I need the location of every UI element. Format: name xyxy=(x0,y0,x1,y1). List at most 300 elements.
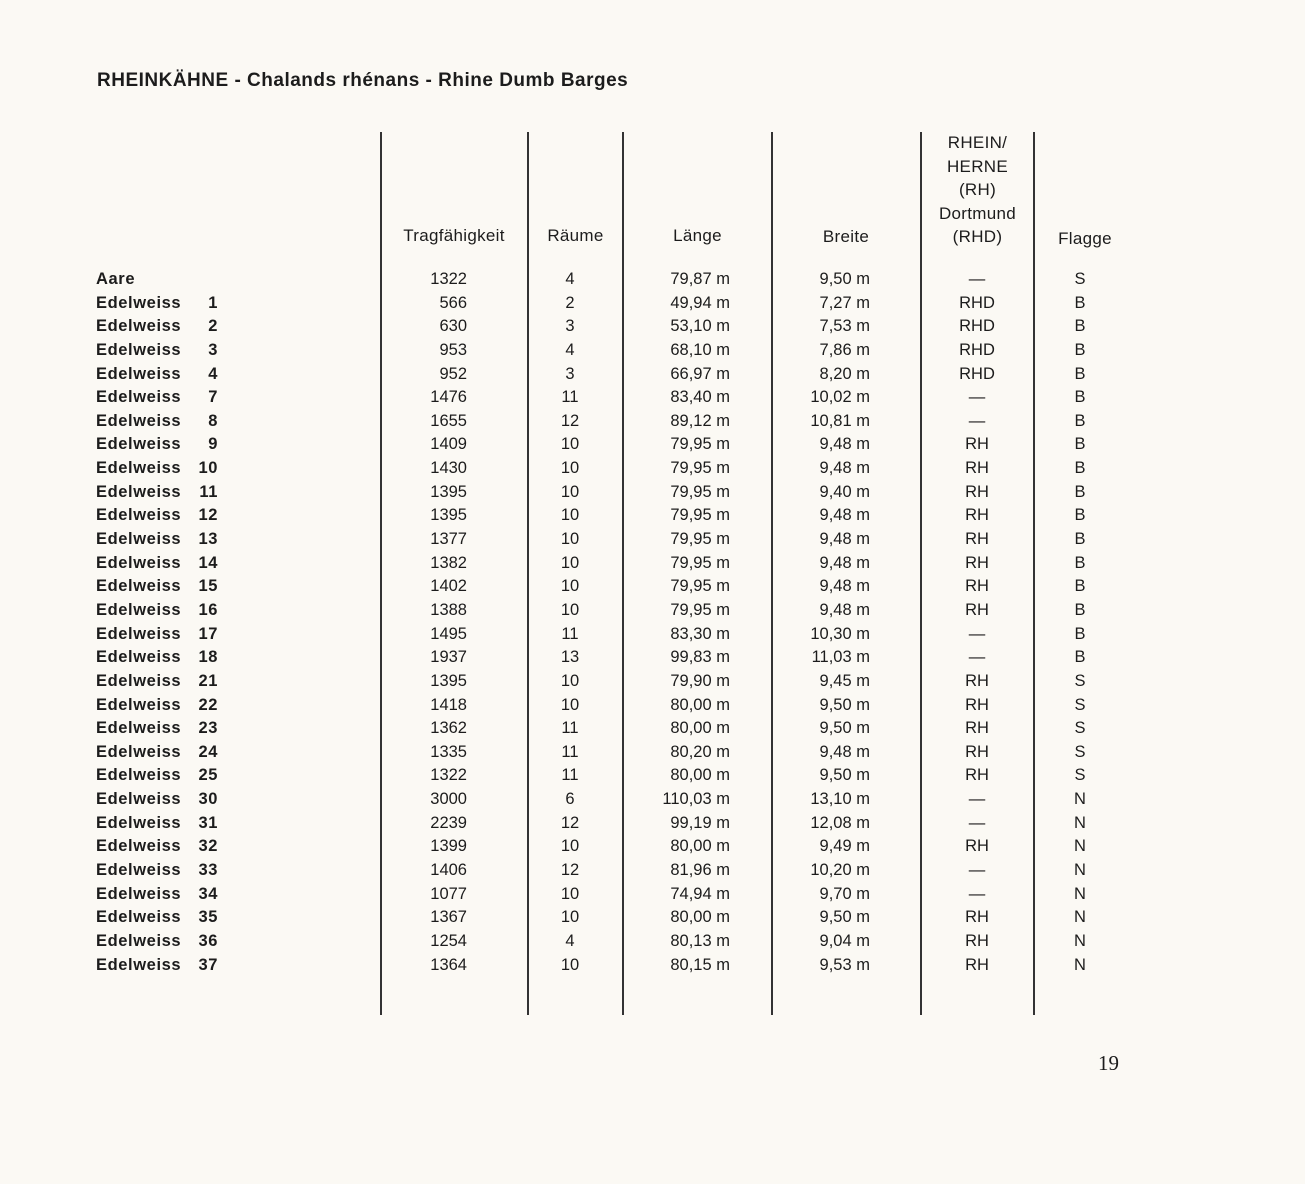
rhein-herne-cell: RH xyxy=(965,577,989,596)
barge-name-text: Edelweiss xyxy=(96,742,182,761)
barge-name xyxy=(96,764,218,788)
length-cell: 110,03 m xyxy=(662,790,730,809)
barge-number: 11 xyxy=(199,482,218,501)
header-width: Breite xyxy=(822,227,870,246)
barge-number: 17 xyxy=(198,624,218,643)
capacity-cell: 566 xyxy=(439,293,467,312)
length-cell: 80,00 m xyxy=(670,695,730,714)
length-cell: 81,96 m xyxy=(670,861,730,880)
length-cell: 53,10 m xyxy=(670,317,730,336)
width-cell: 9,48 m xyxy=(819,577,870,596)
rhein-herne-cell: RH xyxy=(965,955,989,974)
length-cell: 80,20 m xyxy=(670,742,730,761)
width-cell: 9,50 m xyxy=(819,766,870,785)
barge-name xyxy=(96,410,218,434)
page-title: RHEINKÄHNE - Chalands rhénans - Rhine Dumb Barges xyxy=(97,70,629,91)
flag-cell: B xyxy=(1074,600,1086,619)
rhein-herne-cell: — xyxy=(968,270,986,288)
flag-cell: B xyxy=(1074,530,1086,549)
barge-number: 15 xyxy=(198,577,218,596)
barge-number: 36 xyxy=(198,931,218,950)
table-row xyxy=(0,930,1305,954)
rooms-cell: 10 xyxy=(560,506,580,525)
length-cell: 83,40 m xyxy=(670,388,730,407)
width-cell: 13,10 m xyxy=(810,790,870,809)
capacity-cell: 1395 xyxy=(430,482,467,501)
rhein-herne-cell: — xyxy=(968,624,986,643)
rhein-herne-cell: RH xyxy=(965,671,989,690)
rhein-herne-cell: — xyxy=(968,648,986,667)
width-cell: 9,48 m xyxy=(819,435,870,454)
capacity-cell: 2239 xyxy=(430,813,467,832)
rooms-cell: 12 xyxy=(560,411,580,430)
barge-name-text: Edelweiss xyxy=(96,884,182,903)
rooms-cell: 3 xyxy=(565,364,575,383)
barge-name xyxy=(96,883,218,907)
header-rhein xyxy=(922,131,1033,249)
table-row xyxy=(0,954,1305,978)
barge-name-text: Edelweiss xyxy=(96,317,182,336)
table-row xyxy=(0,575,1305,599)
capacity-cell: 1395 xyxy=(430,671,467,690)
barge-name xyxy=(96,623,218,647)
rhein-herne-cell: — xyxy=(968,884,986,903)
capacity-cell: 630 xyxy=(439,317,467,336)
rhein-herne-cell: RH xyxy=(965,553,989,572)
width-cell: 9,50 m xyxy=(819,695,870,714)
barge-name xyxy=(96,504,218,528)
header-rhein-line: HERNE xyxy=(946,156,1008,176)
rhein-herne-cell: RH xyxy=(965,742,989,761)
rooms-cell: 3 xyxy=(565,317,575,336)
width-cell: 10,20 m xyxy=(810,861,870,880)
table-row xyxy=(0,741,1305,765)
table-row xyxy=(0,599,1305,623)
flag-cell: B xyxy=(1074,293,1086,312)
barge-name xyxy=(96,457,218,481)
width-cell: 9,48 m xyxy=(819,530,870,549)
barge-name xyxy=(96,670,218,694)
length-cell: 89,12 m xyxy=(670,411,730,430)
table-row xyxy=(0,481,1305,505)
capacity-cell: 3000 xyxy=(430,790,467,809)
rooms-cell: 10 xyxy=(560,908,580,927)
header-rhein-line: (RH) xyxy=(958,180,997,199)
capacity-cell: 1495 xyxy=(430,624,467,643)
rooms-cell: 12 xyxy=(560,861,580,880)
rooms-cell: 10 xyxy=(560,553,580,572)
width-cell: 10,30 m xyxy=(810,624,870,643)
rooms-cell: 10 xyxy=(560,955,580,974)
barge-name-text: Edelweiss xyxy=(96,790,182,809)
barge-number: 34 xyxy=(198,884,218,903)
table-row xyxy=(0,457,1305,481)
flag-cell: B xyxy=(1074,435,1086,454)
width-cell: 9,50 m xyxy=(819,270,870,288)
barge-number: 30 xyxy=(198,790,218,809)
barge-name-text: Edelweiss xyxy=(96,600,182,619)
barge-number: 4 xyxy=(208,364,218,383)
barge-number: 14 xyxy=(198,553,218,572)
rhein-herne-cell: RH xyxy=(965,600,989,619)
barge-name-text: Edelweiss xyxy=(96,955,182,974)
rhein-herne-cell: RHD xyxy=(959,317,995,336)
rooms-cell: 10 xyxy=(560,577,580,596)
rhein-herne-cell: RHD xyxy=(959,340,995,359)
rooms-cell: 10 xyxy=(560,695,580,714)
barge-number: 7 xyxy=(208,388,218,407)
barge-name-text: Edelweiss xyxy=(96,530,182,549)
barge-name xyxy=(96,315,218,339)
length-cell: 80,00 m xyxy=(670,908,730,927)
barge-name-text: Edelweiss xyxy=(96,861,182,880)
width-cell: 9,48 m xyxy=(819,506,870,525)
rooms-cell: 10 xyxy=(560,435,580,454)
barge-name-text: Edelweiss xyxy=(96,908,182,927)
table-row xyxy=(0,764,1305,788)
barge-table xyxy=(0,268,1305,977)
rooms-cell: 10 xyxy=(560,600,580,619)
table-row xyxy=(0,788,1305,812)
barge-name-text: Edelweiss xyxy=(96,766,182,785)
barge-number: 3 xyxy=(208,340,218,359)
capacity-cell: 1382 xyxy=(430,553,467,572)
barge-number: 25 xyxy=(198,766,218,785)
header-flag: Flagge xyxy=(1058,229,1112,248)
rhein-herne-cell: RH xyxy=(965,766,989,785)
table-row xyxy=(0,386,1305,410)
barge-name xyxy=(96,575,218,599)
length-cell: 80,00 m xyxy=(670,719,730,738)
flag-cell: B xyxy=(1074,317,1086,336)
header-rooms: Räume xyxy=(547,226,604,245)
barge-name-text: Edelweiss xyxy=(96,293,182,312)
barge-name xyxy=(96,954,218,978)
length-cell: 79,90 m xyxy=(670,671,730,690)
flag-cell: N xyxy=(1074,955,1086,974)
rooms-cell: 10 xyxy=(560,530,580,549)
width-cell: 9,50 m xyxy=(819,908,870,927)
length-cell: 80,13 m xyxy=(670,931,730,950)
length-cell: 99,83 m xyxy=(670,648,730,667)
length-cell: 79,95 m xyxy=(670,600,730,619)
rooms-cell: 4 xyxy=(565,340,575,359)
table-row xyxy=(0,410,1305,434)
length-cell: 66,97 m xyxy=(670,364,730,383)
flag-cell: N xyxy=(1074,861,1086,880)
table-row xyxy=(0,694,1305,718)
width-cell: 7,86 m xyxy=(819,340,870,359)
table-row xyxy=(0,339,1305,363)
barge-name xyxy=(96,741,218,765)
capacity-cell: 1364 xyxy=(430,955,467,974)
rhein-herne-cell: RH xyxy=(965,908,989,927)
barge-name xyxy=(96,812,218,836)
length-cell: 80,15 m xyxy=(670,955,730,974)
barge-name xyxy=(96,292,218,316)
barge-name xyxy=(96,859,218,883)
capacity-cell: 1335 xyxy=(430,742,467,761)
barge-number: 12 xyxy=(198,506,218,525)
barge-name xyxy=(96,339,218,363)
rhein-herne-cell: RHD xyxy=(959,364,995,383)
barge-name xyxy=(96,694,218,718)
barge-name-text: Edelweiss xyxy=(96,813,182,832)
barge-name xyxy=(96,363,218,387)
rooms-cell: 6 xyxy=(565,790,575,809)
rooms-cell: 12 xyxy=(560,813,580,832)
barge-name xyxy=(96,788,218,812)
barge-name xyxy=(96,268,218,292)
width-cell: 9,49 m xyxy=(819,837,870,856)
width-cell: 7,27 m xyxy=(819,293,870,312)
rooms-cell: 11 xyxy=(561,742,579,761)
barge-name xyxy=(96,552,218,576)
header-rhein-line: Dortmund xyxy=(938,203,1017,223)
flag-cell: B xyxy=(1074,459,1086,478)
table-row xyxy=(0,315,1305,339)
rooms-cell: 11 xyxy=(561,388,579,407)
barge-number: 33 xyxy=(198,861,218,880)
barge-number: 35 xyxy=(198,908,218,927)
rooms-cell: 10 xyxy=(560,459,580,478)
length-cell: 79,87 m xyxy=(670,270,730,288)
rooms-cell: 2 xyxy=(565,293,575,312)
width-cell: 9,50 m xyxy=(819,719,870,738)
flag-cell: S xyxy=(1074,671,1086,690)
table-row xyxy=(0,812,1305,836)
barge-name-text: Edelweiss xyxy=(96,459,182,478)
barge-number: 16 xyxy=(198,600,218,619)
length-cell: 99,19 m xyxy=(670,813,730,832)
barge-name-text: Edelweiss xyxy=(96,671,182,690)
length-cell: 80,00 m xyxy=(670,766,730,785)
width-cell: 9,40 m xyxy=(819,482,870,501)
barge-number: 10 xyxy=(198,459,218,478)
barge-number: 1 xyxy=(208,293,218,312)
barge-name xyxy=(96,386,218,410)
barge-name xyxy=(96,528,218,552)
rooms-cell: 11 xyxy=(561,766,579,785)
capacity-cell: 1399 xyxy=(430,837,467,856)
capacity-cell: 1367 xyxy=(430,908,467,927)
barge-name-text: Edelweiss xyxy=(96,931,182,950)
table-row xyxy=(0,504,1305,528)
barge-name-text: Edelweiss xyxy=(96,435,182,454)
capacity-cell: 1377 xyxy=(430,530,467,549)
width-cell: 7,53 m xyxy=(819,317,870,336)
length-cell: 79,95 m xyxy=(670,435,730,454)
width-cell: 10,02 m xyxy=(810,388,870,407)
table-row xyxy=(0,835,1305,859)
table-row xyxy=(0,623,1305,647)
barge-number: 37 xyxy=(198,955,218,974)
rhein-herne-cell: RHD xyxy=(959,293,995,312)
rhein-herne-cell: RH xyxy=(965,931,989,950)
length-cell: 79,95 m xyxy=(670,506,730,525)
flag-cell: B xyxy=(1074,624,1086,643)
barge-name-text: Edelweiss xyxy=(96,388,182,407)
width-cell: 8,20 m xyxy=(819,364,870,383)
capacity-cell: 1388 xyxy=(430,600,467,619)
barge-name-text: Edelweiss xyxy=(96,624,182,643)
barge-name xyxy=(96,433,218,457)
barge-name-text: Edelweiss xyxy=(96,837,182,856)
barge-name xyxy=(96,599,218,623)
barge-number: 21 xyxy=(198,671,218,690)
length-cell: 83,30 m xyxy=(670,624,730,643)
capacity-cell: 1476 xyxy=(430,388,467,407)
barge-name-text: Edelweiss xyxy=(96,411,182,430)
rhein-herne-cell: RH xyxy=(965,695,989,714)
table-row xyxy=(0,363,1305,387)
barge-name-text: Edelweiss xyxy=(96,364,182,383)
table-row xyxy=(0,268,1305,292)
width-cell: 9,45 m xyxy=(819,671,870,690)
rooms-cell: 10 xyxy=(560,884,580,903)
table-row xyxy=(0,883,1305,907)
width-cell: 9,48 m xyxy=(819,600,870,619)
flag-cell: B xyxy=(1074,340,1086,359)
capacity-cell: 1430 xyxy=(430,459,467,478)
flag-cell: N xyxy=(1074,790,1086,809)
flag-cell: S xyxy=(1074,766,1086,785)
flag-cell: B xyxy=(1074,577,1086,596)
flag-cell: N xyxy=(1074,931,1086,950)
flag-cell: B xyxy=(1074,506,1086,525)
rooms-cell: 10 xyxy=(560,837,580,856)
rhein-herne-cell: RH xyxy=(965,459,989,478)
table-row xyxy=(0,717,1305,741)
length-cell: 68,10 m xyxy=(670,340,730,359)
barge-name xyxy=(96,717,218,741)
width-cell: 9,48 m xyxy=(819,459,870,478)
table-row xyxy=(0,433,1305,457)
page-number: 19 xyxy=(1098,1051,1119,1075)
barge-name-text: Edelweiss xyxy=(96,648,182,667)
rooms-cell: 4 xyxy=(565,931,575,950)
capacity-cell: 953 xyxy=(439,340,467,359)
rhein-herne-cell: — xyxy=(968,813,986,832)
barge-number: 24 xyxy=(198,742,218,761)
rhein-herne-cell: RH xyxy=(965,530,989,549)
barge-number: 8 xyxy=(208,411,218,430)
flag-cell: N xyxy=(1074,813,1086,832)
barge-name-text: Edelweiss xyxy=(96,506,182,525)
flag-cell: B xyxy=(1074,388,1086,407)
barge-name-text: Edelweiss xyxy=(96,553,182,572)
barge-name-text: Edelweiss xyxy=(96,719,182,738)
barge-name-text: Aare xyxy=(96,270,136,288)
width-cell: 12,08 m xyxy=(810,813,870,832)
rooms-cell: 11 xyxy=(561,719,579,738)
capacity-cell: 1655 xyxy=(430,411,467,430)
barge-number: 9 xyxy=(208,435,218,454)
table-row xyxy=(0,859,1305,883)
rhein-herne-cell: RH xyxy=(965,506,989,525)
capacity-cell: 1077 xyxy=(430,884,467,903)
rhein-herne-cell: RH xyxy=(965,482,989,501)
length-cell: 79,95 m xyxy=(670,482,730,501)
table-row xyxy=(0,552,1305,576)
capacity-cell: 1322 xyxy=(430,766,467,785)
barge-number: 2 xyxy=(208,317,218,336)
table-row xyxy=(0,670,1305,694)
capacity-cell: 1362 xyxy=(430,719,467,738)
barge-number: 22 xyxy=(198,695,218,714)
capacity-cell: 1395 xyxy=(430,506,467,525)
rooms-cell: 13 xyxy=(560,648,580,667)
rhein-herne-cell: RH xyxy=(965,719,989,738)
rooms-cell: 10 xyxy=(560,482,580,501)
length-cell: 79,95 m xyxy=(670,553,730,572)
rhein-herne-cell: RH xyxy=(965,435,989,454)
barge-name xyxy=(96,930,218,954)
flag-cell: N xyxy=(1074,837,1086,856)
flag-cell: N xyxy=(1074,884,1086,903)
capacity-cell: 1406 xyxy=(430,861,467,880)
width-cell: 10,81 m xyxy=(810,411,870,430)
length-cell: 49,94 m xyxy=(670,293,730,312)
header-length: Länge xyxy=(673,226,722,245)
flag-cell: B xyxy=(1074,482,1086,501)
flag-cell: S xyxy=(1074,695,1086,714)
barge-name-text: Edelweiss xyxy=(96,340,182,359)
flag-cell: B xyxy=(1074,553,1086,572)
table-row xyxy=(0,646,1305,670)
width-cell: 9,48 m xyxy=(819,742,870,761)
barge-name-text: Edelweiss xyxy=(96,695,182,714)
flag-cell: B xyxy=(1074,364,1086,383)
barge-number: 32 xyxy=(198,837,218,856)
rhein-herne-cell: — xyxy=(968,411,986,430)
rooms-cell: 11 xyxy=(561,624,579,643)
length-cell: 80,00 m xyxy=(670,837,730,856)
barge-name xyxy=(96,835,218,859)
rhein-herne-cell: — xyxy=(968,861,986,880)
capacity-cell: 1418 xyxy=(430,695,467,714)
barge-name-text: Edelweiss xyxy=(96,577,182,596)
width-cell: 9,70 m xyxy=(819,884,870,903)
capacity-cell: 1322 xyxy=(430,270,467,288)
barge-name xyxy=(96,906,218,930)
rhein-herne-cell: — xyxy=(968,790,986,809)
flag-cell: S xyxy=(1074,719,1086,738)
width-cell: 11,03 m xyxy=(811,648,870,667)
flag-cell: S xyxy=(1074,742,1086,761)
width-cell: 9,04 m xyxy=(819,931,870,950)
barge-number: 13 xyxy=(198,530,218,549)
flag-cell: S xyxy=(1074,270,1086,288)
length-cell: 79,95 m xyxy=(670,530,730,549)
header-capacity: Tragfähigkeit xyxy=(403,226,505,245)
barge-name-text: Edelweiss xyxy=(96,482,182,501)
barge-name xyxy=(96,481,218,505)
table-row xyxy=(0,528,1305,552)
table-row xyxy=(0,906,1305,930)
capacity-cell: 1937 xyxy=(430,648,467,667)
capacity-cell: 1409 xyxy=(430,435,467,454)
rooms-cell: 4 xyxy=(565,270,575,288)
header-rhein-line: RHEIN/ xyxy=(947,133,1008,152)
length-cell: 79,95 m xyxy=(670,459,730,478)
barge-number: 23 xyxy=(198,719,218,738)
header-rhein-line: (RHD) xyxy=(952,227,1003,246)
barge-name xyxy=(96,646,218,670)
table-row xyxy=(0,292,1305,316)
barge-number: 18 xyxy=(198,648,218,667)
width-cell: 9,53 m xyxy=(819,955,870,974)
